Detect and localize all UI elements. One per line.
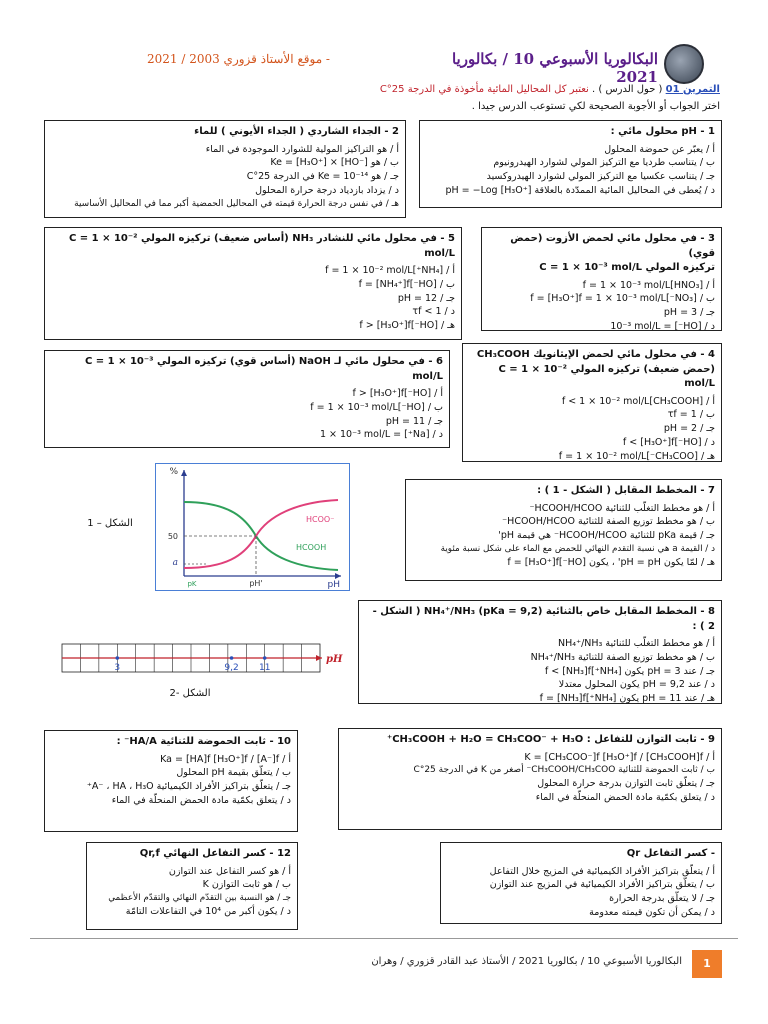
choice-item[interactable]: هـ / [CH₃COO⁻]f = 1 × 10⁻² mol/L bbox=[558, 450, 715, 462]
figure-2 bbox=[60, 638, 350, 682]
label-a: a bbox=[172, 558, 178, 568]
figure-2-caption: الشكل -2 bbox=[169, 688, 211, 699]
choice-item[interactable]: جـ / pH = 2 bbox=[663, 423, 715, 435]
choice-item[interactable]: هـ / [HO⁻]f > [H₃O⁺]f bbox=[359, 320, 455, 332]
question-12-title: 12 - كسر التفاعل النهائي Qr,f bbox=[139, 848, 291, 859]
question-6-title: 6 - في محلول مائي لـ NaOH (أساس قوي) تركيزه المولي C = 1 × 10⁻³ mol/L bbox=[84, 356, 443, 382]
choice-item[interactable]: د / يتعلق بكمّية مادة الحمض المنحلّة في الماء bbox=[535, 792, 715, 804]
choice-item[interactable]: ب / هو Ke = [H₃O⁺] × [HO⁻] bbox=[270, 157, 399, 169]
choice-item[interactable]: جـ / عند pH = 3 يكون [NH₄⁺]f < [NH₃]f bbox=[544, 665, 715, 677]
figure-1 bbox=[155, 463, 350, 591]
choice-item[interactable]: هـ / في نفس درجة الحرارة قيمته في المحاليل الحمضية أكبر مما في المحاليل الأساسية bbox=[74, 198, 399, 209]
question-7-title: 7 - المخطط المقابل ( الشكل - 1 ) : bbox=[537, 485, 715, 496]
choice-item[interactable]: د / يكون أكبر من 10⁴ في التفاعلات التامّة bbox=[125, 905, 291, 917]
choice-item[interactable]: ب / [HO⁻]f = 1 × 10⁻³ mol/L bbox=[310, 401, 443, 413]
question-1-title: 1 - pH محلول مائي : bbox=[610, 126, 715, 137]
choice-item[interactable]: د / القيمة a هي نسبة التقدم النهائي للحمض مع الماء على شكل نسبة مئوية bbox=[440, 543, 715, 554]
question-10-title: 10 - ثابت الحموضة للثنائية HA/A⁻ : bbox=[116, 736, 291, 747]
choice-item[interactable]: ب / يتناسب طرديا مع التركيز المولي لشوارد الهيدرونيوم bbox=[493, 157, 715, 169]
choice-item[interactable]: أ / K = [CH₃COO⁻]f [H₃O⁺]f / [CH₃COOH]f bbox=[524, 751, 715, 763]
choice-item[interactable]: جـ / pH = 12 bbox=[397, 292, 455, 304]
hcooh-curve bbox=[184, 502, 338, 570]
choice-item[interactable]: ب / [HO⁻]f = [NH₄⁺]f bbox=[358, 278, 455, 290]
site-label: - موقع الأستاذ قزوري 2003 / 2021 bbox=[146, 52, 330, 66]
choice-item[interactable]: ب / هو مخطط توزيع الصفة للثنائية HCOOH/HCOO⁻ bbox=[502, 516, 715, 528]
question-8-title: 8 - المخطط المقابل خاص بالثنائية NH₄⁺/NH₃ (pKa = 9,2) ( الشكل - 2 ) : bbox=[372, 606, 715, 632]
choice-item[interactable]: جـ / هو Ke = 10⁻¹⁴ في الدرجة 25°C bbox=[246, 171, 399, 183]
figure-1-caption: الشكل – 1 bbox=[87, 518, 133, 529]
choice-item[interactable]: ب / هو ثابت التوازن K bbox=[202, 879, 291, 891]
page-number: 1 bbox=[692, 950, 722, 978]
choice-item[interactable]: د / τf < 1 bbox=[412, 306, 455, 318]
question-3-box bbox=[481, 227, 722, 331]
choice-item[interactable]: ب / [NO₃⁻]f = [H₃O⁺]f = 1 × 10⁻³ mol/L bbox=[530, 293, 715, 305]
y-axis-arrow bbox=[181, 470, 187, 476]
choice-item[interactable]: ب / يتعلّق بتراكيز الأفراد الكيميائية في المزيج عند التوازن bbox=[489, 879, 715, 891]
choice-item[interactable]: جـ / لا يتعلّق بدرجة الحرارة bbox=[609, 893, 715, 905]
choice-item[interactable]: أ / Ka = [HA]f [H₃O⁺]f / [A⁻]f bbox=[160, 753, 291, 765]
question-4-subtitle: (حمض ضعيف) تركيزه المولي C = 1 × 10⁻² mol/L bbox=[498, 363, 715, 389]
choice-item[interactable]: ب / يتعلّق بقيمة pH المحلول bbox=[176, 767, 291, 779]
question-10-box bbox=[44, 730, 298, 832]
label-50: 50 bbox=[167, 532, 178, 541]
choice-item[interactable]: أ / [CH₃COOH]f < 1 × 10⁻² mol/L bbox=[561, 395, 715, 407]
question-5-title: 5 - في محلول مائي للنشادر NH₃ (أساس ضعيف) تركيزه المولي C = 1 × 10⁻² mol/L bbox=[68, 233, 455, 259]
choice-item[interactable]: أ / يعبّر عن حموضة المحلول bbox=[604, 143, 715, 155]
choice-item[interactable]: د / يزداد بازدياد درجة حرارة المحلول bbox=[255, 184, 399, 196]
ph-point bbox=[263, 656, 267, 660]
question-3-title: 3 - في محلول مائي لحمض الأزوت (حمض قوي) bbox=[510, 233, 715, 259]
choice-item[interactable]: هـ / لمّا يكون pH = pH' ، يكون [HO⁻]f = [H₃O⁺]f bbox=[507, 556, 715, 568]
choice-item[interactable]: د / [Na⁺] = 1 × 10⁻³ mol/L bbox=[319, 429, 443, 441]
footer-text: البكالوريا الأسبوعي 10 / بكالوريا 2021 / الأستاذ عبد القادر قزوري / وهران bbox=[371, 956, 682, 967]
question-7-box bbox=[405, 479, 722, 581]
school-logo bbox=[664, 44, 704, 84]
choice-item[interactable]: جـ / هو النسبة بين التقدّم النهائي والتقدّم الأعظمي bbox=[108, 893, 291, 904]
question-6-box bbox=[44, 350, 450, 448]
choice-item[interactable]: د / يُعطى في المحاليل المائية الممدّدة بالعلاقة pH = −Log [H₃O⁺] bbox=[445, 184, 715, 196]
question-2-box bbox=[44, 120, 406, 218]
hcoo-curve bbox=[184, 500, 338, 568]
choice-item[interactable]: أ / [HO⁻]f > [H₃O⁺]f bbox=[352, 388, 443, 399]
question-8-box bbox=[358, 600, 722, 704]
figure-2-graph bbox=[60, 638, 350, 682]
question-9-box bbox=[338, 728, 722, 830]
choice-item[interactable]: أ / [HNO₃]f = 1 × 10⁻³ mol/L bbox=[582, 279, 715, 291]
choice-item[interactable]: أ / هو مخطط التغلّب للثنائية HCOOH/HCOO⁻ bbox=[529, 502, 715, 514]
choice-item[interactable]: د / [HO⁻]f < [H₃O⁺]f bbox=[622, 436, 715, 448]
ph-tick-label: 11 bbox=[258, 663, 271, 673]
choice-item[interactable]: جـ / يتعلّق بتراكيز الأفراد الكيميائية A⁻ ، HA ، H₃O⁺ bbox=[86, 781, 291, 793]
question-1-box bbox=[419, 120, 722, 208]
label-hcoo: HCOO⁻ bbox=[306, 515, 335, 524]
choice-item[interactable]: د / [HO⁻] = 10⁻³ mol/L bbox=[610, 320, 715, 332]
question-11-title: - كسر التفاعل Qr bbox=[626, 848, 715, 859]
question-4-title: 4 - في محلول مائي لحمض الإيثانويك CH₃COOH bbox=[476, 349, 715, 360]
ph-tick-label: 9,2 bbox=[224, 663, 239, 673]
choice-item[interactable]: أ / [NH₄⁺]f = 1 × 10⁻² mol/L bbox=[325, 265, 455, 276]
ph-tick-label: 3 bbox=[114, 663, 121, 673]
label-phprime: pH' bbox=[249, 579, 263, 588]
exercise-label: التمرين 01 bbox=[665, 84, 720, 95]
choice-item[interactable]: أ / هو مخطط التغلّب للثنائية NH₄⁺/NH₃ bbox=[558, 638, 715, 649]
label-hcooh: HCOOH bbox=[296, 543, 327, 552]
y-axis-label: % bbox=[169, 467, 178, 477]
x-axis-label: pH bbox=[327, 580, 340, 589]
footer-divider bbox=[30, 938, 738, 939]
ph-point bbox=[115, 656, 119, 660]
question-11-box bbox=[440, 842, 722, 924]
question-9-title: 9 - ثابت التوازن للتفاعل : CH₃COOH + H₂O = CH₃COO⁻ + H₃O⁺ bbox=[386, 734, 715, 745]
exercise-note: نعتبر كل المحاليل المائية مأخوذة في الدرجة 25°C bbox=[379, 84, 589, 95]
choice-item[interactable]: أ / هو كسر التفاعل عند التوازن bbox=[168, 865, 291, 877]
question-3-subtitle: تركيزه المولي C = 1 × 10⁻³ mol/L bbox=[539, 262, 715, 273]
question-5-box bbox=[44, 227, 462, 340]
page-title: البكالوريا الأسبوعي 10 / بكالوريا 2021 bbox=[451, 50, 658, 86]
choice-item[interactable]: ب / هو مخطط توزيع الصفة للثنائية NH₄⁺/NH₃ bbox=[530, 651, 715, 663]
choice-item[interactable]: جـ / pH = 3 bbox=[663, 307, 715, 319]
figure-1-graph bbox=[156, 464, 348, 589]
label-pk: pK bbox=[187, 580, 197, 588]
choice-item[interactable]: جـ / قيمة pKa للثنائية HCOOH/HCOO⁻ هي قيمة pH' bbox=[498, 530, 715, 542]
choice-item[interactable]: أ / يتعلّق بتراكيز الأفراد الكيميائية في المزيج خلال التفاعل bbox=[489, 865, 715, 877]
instruction: اختر الجواب أو الأجوبة الصحيحة لكي تستوعب الدرس جيدا . bbox=[471, 101, 720, 112]
question-4-box bbox=[462, 343, 722, 462]
choice-item[interactable]: جـ / يتعلّق ثابت التوازن بدرجة حرارة المحلول bbox=[537, 778, 715, 790]
choice-item[interactable]: د / عند pH = 9,2 يكون المحلول معتدلا bbox=[558, 679, 715, 691]
scale-ticks bbox=[114, 656, 270, 673]
choice-item[interactable]: جـ / pH = 11 bbox=[385, 415, 443, 427]
ph-axis-arrow bbox=[316, 655, 322, 661]
choice-item[interactable]: د / يمكن أن تكون قيمته معدومة bbox=[589, 906, 715, 918]
ph-axis-label: pH bbox=[326, 654, 343, 665]
choice-item[interactable]: جـ / يتناسب عكسيا مع التركيز المولي لشوارد الهيدروكسيد bbox=[486, 171, 715, 183]
choice-item[interactable]: ب / ثابت الحموضة للثنائية CH₃COOH/CH₃COO⁻ أصغر من K في الدرجة 25°C bbox=[413, 765, 715, 776]
choice-item[interactable]: أ / هو التراكيز المولية للشوارد الموجودة في الماء bbox=[205, 143, 399, 155]
ph-point bbox=[230, 656, 234, 660]
choice-item[interactable]: هـ / عند pH = 11 يكون [NH₄⁺]f = [NH₃]f bbox=[539, 693, 715, 705]
question-2-title: 2 - الجداء الشاردي ( الجداء الأيوني ) للماء bbox=[194, 126, 399, 137]
choice-item[interactable]: د / يتعلق بكمّية مادة الحمض المنحلّة في الماء bbox=[111, 794, 291, 806]
intro-line bbox=[250, 84, 720, 95]
exercise-topic: ( حول الدرس ) . bbox=[592, 84, 663, 95]
question-12-box bbox=[86, 842, 298, 930]
x-axis-arrow bbox=[335, 573, 341, 579]
choice-item[interactable]: ب / τf = 1 bbox=[667, 409, 715, 421]
